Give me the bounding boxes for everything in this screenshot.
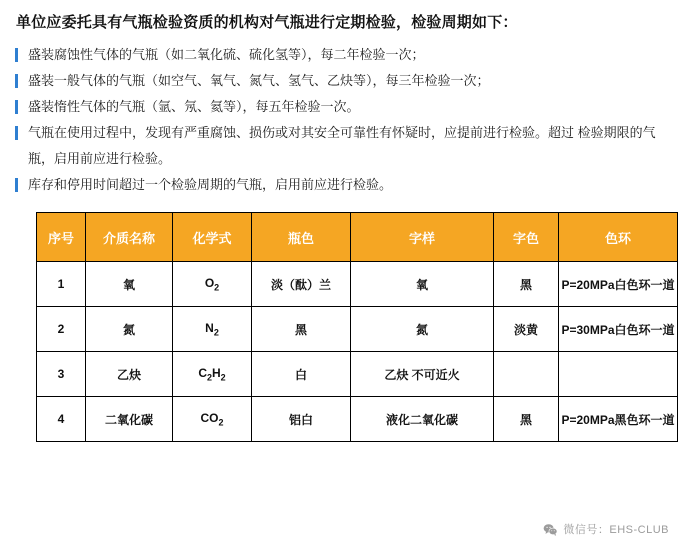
formula-sub-2: 2 <box>220 372 226 383</box>
table-row <box>37 262 678 307</box>
table-header <box>37 213 678 262</box>
table-row <box>37 397 678 442</box>
bullet-bar-icon <box>15 100 18 114</box>
cell-color-ring <box>559 352 678 397</box>
cell-name: 氮 <box>86 307 173 352</box>
cell-wording: 液化二氧化碳 <box>351 397 494 442</box>
formula-sub: 2 <box>206 372 212 383</box>
column-header-word-color: 字色 <box>494 213 559 262</box>
cell-color-ring: P=20MPa黑色环一道 <box>559 397 678 442</box>
page-title: 单位应委托具有气瓶检验资质的机构对气瓶进行定期检验，检验周期如下： <box>16 14 518 31</box>
bullet-bar-icon <box>15 48 18 62</box>
formula-main: CO <box>200 410 219 425</box>
list-item-text: 盛装腐蚀性气体的气瓶（如二氧化硫、硫化氢等），每二年检验一次； <box>28 47 425 62</box>
cell-word-color: 黑 <box>494 262 559 307</box>
list-item-text: 库存和停用时间超过一个检验周期的气瓶，启用前应进行检验。 <box>28 177 393 192</box>
cell-wording: 氮 <box>351 307 494 352</box>
cell-formula <box>173 262 252 307</box>
list-item <box>14 42 669 68</box>
list-item-text: 盛装惰性气体的气瓶（氩、氖、氦等），每五年检验一次。 <box>28 99 360 114</box>
cell-no: 1 <box>37 262 86 307</box>
list-item <box>14 120 669 172</box>
list-item-text: 气瓶在使用过程中，发现有严重腐蚀、损伤或对其安全可靠性有怀疑时，应提前进行检验。超过 检验期限的气瓶，启用前应进行检验。 <box>28 125 656 166</box>
cell-bottle-color: 黑 <box>252 307 351 352</box>
bullet-bar-icon <box>15 126 18 140</box>
cell-bottle-color: 白 <box>252 352 351 397</box>
formula-sub: 2 <box>218 417 224 428</box>
column-header-formula: 化学式 <box>173 213 252 262</box>
cell-bottle-color: 淡（酞）兰 <box>252 262 351 307</box>
formula-main: C <box>198 365 207 380</box>
cell-no: 3 <box>37 352 86 397</box>
cell-formula <box>173 352 252 397</box>
column-header-no: 序号 <box>37 213 86 262</box>
column-header-color-ring: 色环 <box>559 213 678 262</box>
bullet-list <box>14 42 669 198</box>
bullet-bar-icon <box>15 74 18 88</box>
cell-word-color <box>494 352 559 397</box>
cell-word-color: 淡黄 <box>494 307 559 352</box>
cell-name: 二氧化碳 <box>86 397 173 442</box>
cell-wording: 乙炔 不可近火 <box>351 352 494 397</box>
cell-name: 乙炔 <box>86 352 173 397</box>
bullet-bar-icon <box>15 178 18 192</box>
cell-color-ring: P=30MPa白色环一道 <box>559 307 678 352</box>
table-row <box>37 307 678 352</box>
cell-formula <box>173 307 252 352</box>
column-header-name: 介质名称 <box>86 213 173 262</box>
formula-main-2: H <box>212 365 221 380</box>
list-item <box>14 68 669 94</box>
wechat-icon <box>543 523 558 536</box>
formula-main: O <box>204 275 215 290</box>
list-item <box>14 172 669 198</box>
cell-wording: 氧 <box>351 262 494 307</box>
footer-watermark <box>543 521 669 537</box>
cell-color-ring: P=20MPa白色环一道 <box>559 262 678 307</box>
cell-word-color: 黑 <box>494 397 559 442</box>
table-header-row <box>37 213 678 262</box>
gas-cylinder-table <box>36 212 678 442</box>
list-item <box>14 94 669 120</box>
cell-formula <box>173 397 252 442</box>
formula-sub: 2 <box>213 327 219 338</box>
table-row <box>37 352 678 397</box>
column-header-wording: 字样 <box>351 213 494 262</box>
list-item-text: 盛装一般气体的气瓶（如空气、氧气、氮气、氢气、乙炔等），每三年检验一次； <box>28 73 490 88</box>
table-body <box>37 262 678 442</box>
cell-no: 4 <box>37 397 86 442</box>
column-header-bottle-color: 瓶色 <box>252 213 351 262</box>
cell-no: 2 <box>37 307 86 352</box>
cell-bottle-color: 铝白 <box>252 397 351 442</box>
cell-name: 氧 <box>86 262 173 307</box>
formula-sub: 2 <box>214 282 220 293</box>
footer-text: 微信号：EHS-CLUB <box>563 524 669 536</box>
formula-main: N <box>205 320 214 335</box>
